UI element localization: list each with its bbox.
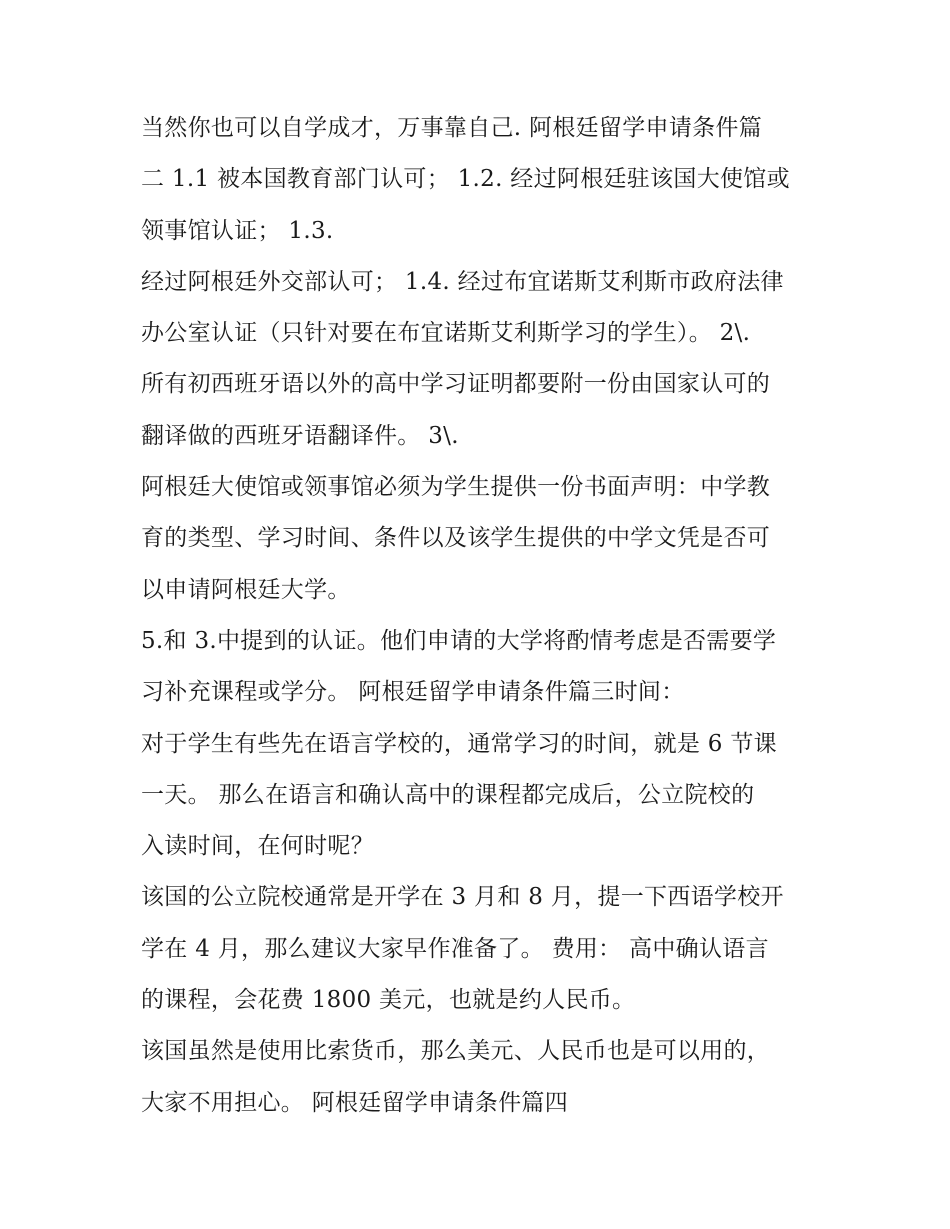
text-line: 的课程，会花费 1800 美元，也就是约人民币。 [141,987,636,1014]
text-line: 该国虽然是使用比索货币，那么美元、人民币也是可以用的， [141,1038,771,1065]
text-line: 领事馆认证； 1.3. [141,217,334,244]
text-line: 当然你也可以自学成才，万事靠自己. 阿根廷留学申请条件篇 [141,115,763,141]
document-body [141,103,821,1129]
text-line: 所有初西班牙语以外的高中学习证明都要附一份由国家认可的 [141,371,771,398]
text-line: 翻译做的西班牙语翻译件。 3\. [141,422,459,449]
text-line: 经过阿根廷外交部认可； 1.4. 经过布宜诺斯艾利斯市政府法律 [141,268,784,295]
text-line: 育的类型、学习时间、条件以及该学生提供的中学文凭是否可 [141,525,771,552]
text-line: 5.和 3.中提到的认证。他们申请的大学将酌情考虑是否需要学 [141,627,777,654]
text-line: 学在 4 月，那么建议大家早作准备了。 费用： 高中确认语言 [141,935,769,962]
text-line: 习补充课程或学分。 阿根廷留学申请条件篇三时间： [141,679,685,706]
text-line: 大家不用担心。 阿根廷留学申请条件篇四 [141,1089,569,1116]
text-line: 办公室认证（只针对要在布宜诺斯艾利斯学习的学生）。 2\. [141,320,751,347]
text-line: 以申请阿根廷大学。 [141,576,351,603]
text-line: 对于学生有些先在语言学校的，通常学习的时间，就是 6 节课 [141,730,777,757]
text-line: 二 1.1 被本国教育部门认可； 1.2. 经过阿根廷驻该国大使馆或 [141,166,790,193]
text-line: 入读时间，在何时呢？ [141,833,374,860]
text-line: 该国的公立院校通常是开学在 3 月和 8 月，提一下西语学校开 [141,884,784,911]
text-line: 阿根廷大使馆或领事馆必须为学生提供一份书面声明：中学教 [141,474,771,501]
text-line: 一天。 那么在语言和确认高中的课程都完成后，公立院校的 [141,781,755,808]
